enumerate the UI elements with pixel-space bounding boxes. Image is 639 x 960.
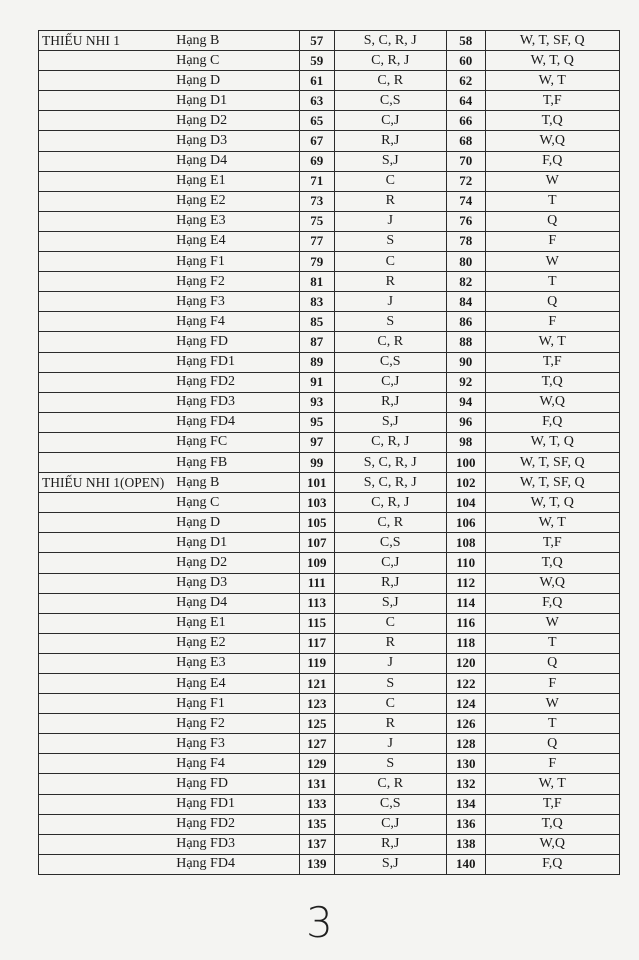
table-row [39, 734, 620, 754]
event-number-cell: 63 [299, 91, 334, 111]
table-row [39, 653, 620, 673]
event-number-cell: 95 [299, 412, 334, 432]
event-number-cell: 66 [446, 111, 485, 131]
dances-cell: W, T [485, 513, 619, 533]
dances-cell: C [334, 171, 446, 191]
dances-cell: Q [485, 653, 619, 673]
class-cell: Hạng E3 [164, 653, 299, 673]
event-number-cell: 61 [299, 71, 334, 91]
category-cell: THIẾU NHI 1(OPEN) [39, 473, 165, 493]
dances-cell: S [334, 231, 446, 251]
dances-cell: J [334, 292, 446, 312]
event-number-cell: 120 [446, 653, 485, 673]
event-number-cell: 101 [299, 473, 334, 493]
class-cell: Hạng FD1 [164, 352, 299, 372]
dances-cell: C,J [334, 111, 446, 131]
dances-cell: Q [485, 734, 619, 754]
event-number-cell: 126 [446, 714, 485, 734]
event-number-cell: 110 [446, 553, 485, 573]
event-number-cell: 79 [299, 252, 334, 272]
class-cell: Hạng D4 [164, 593, 299, 613]
class-cell: Hạng D4 [164, 151, 299, 171]
category-cell [39, 553, 165, 573]
event-number-cell: 116 [446, 613, 485, 633]
event-number-cell: 98 [446, 432, 485, 452]
dances-cell: W, T [485, 774, 619, 794]
dances-cell: W, T [485, 71, 619, 91]
event-number-cell: 123 [299, 694, 334, 714]
table-row [39, 312, 620, 332]
class-cell: Hạng F4 [164, 754, 299, 774]
dances-cell: W [485, 252, 619, 272]
category-cell [39, 91, 165, 111]
dances-cell: C,S [334, 533, 446, 553]
class-cell: Hạng D [164, 513, 299, 533]
category-cell [39, 51, 165, 71]
dances-cell: W, T, SF, Q [485, 452, 619, 472]
category-cell [39, 714, 165, 734]
event-number-cell: 68 [446, 131, 485, 151]
event-number-cell: 119 [299, 653, 334, 673]
event-number-cell: 103 [299, 493, 334, 513]
category-cell [39, 412, 165, 432]
dances-cell: S,J [334, 412, 446, 432]
dances-cell: W,Q [485, 131, 619, 151]
event-number-cell: 82 [446, 272, 485, 292]
class-cell: Hạng F3 [164, 292, 299, 312]
event-number-cell: 89 [299, 352, 334, 372]
dances-cell: W, T [485, 332, 619, 352]
dances-cell: S, C, R, J [334, 31, 446, 51]
event-number-cell: 130 [446, 754, 485, 774]
event-number-cell: 91 [299, 372, 334, 392]
event-number-cell: 78 [446, 231, 485, 251]
event-number-cell: 106 [446, 513, 485, 533]
event-number-cell: 118 [446, 633, 485, 653]
event-number-cell: 111 [299, 573, 334, 593]
class-cell: Hạng FD1 [164, 794, 299, 814]
class-cell: Hạng FD [164, 774, 299, 794]
dances-cell: C,S [334, 91, 446, 111]
table-row [39, 111, 620, 131]
dances-cell: C [334, 252, 446, 272]
dances-cell: C, R, J [334, 51, 446, 71]
class-cell: Hạng FD2 [164, 814, 299, 834]
table-row [39, 694, 620, 714]
table-row [39, 51, 620, 71]
table-row [39, 91, 620, 111]
category-cell [39, 352, 165, 372]
class-cell: Hạng D3 [164, 131, 299, 151]
dances-cell: S,J [334, 151, 446, 171]
event-number-cell: 76 [446, 211, 485, 231]
category-cell [39, 794, 165, 814]
dances-cell: S,J [334, 854, 446, 874]
dances-cell: T [485, 191, 619, 211]
class-cell: Hạng F2 [164, 272, 299, 292]
event-number-cell: 87 [299, 332, 334, 352]
dances-cell: F [485, 312, 619, 332]
category-cell [39, 292, 165, 312]
dances-cell: T,Q [485, 553, 619, 573]
dances-cell: S [334, 674, 446, 694]
dances-cell: F,Q [485, 854, 619, 874]
category-cell [39, 754, 165, 774]
table-row [39, 513, 620, 533]
event-number-cell: 108 [446, 533, 485, 553]
dances-cell: R,J [334, 573, 446, 593]
table-row [39, 633, 620, 653]
table-row [39, 131, 620, 151]
dances-cell: T,Q [485, 814, 619, 834]
event-number-cell: 58 [446, 31, 485, 51]
event-number-cell: 112 [446, 573, 485, 593]
category-cell [39, 633, 165, 653]
category-cell [39, 211, 165, 231]
dances-cell: W, T, SF, Q [485, 473, 619, 493]
class-cell: Hạng F2 [164, 714, 299, 734]
class-cell: Hạng F1 [164, 694, 299, 714]
category-cell [39, 432, 165, 452]
table-row [39, 392, 620, 412]
dances-cell: C,J [334, 553, 446, 573]
dances-cell: R,J [334, 834, 446, 854]
dances-cell: C,S [334, 794, 446, 814]
table-row [39, 774, 620, 794]
event-number-cell: 60 [446, 51, 485, 71]
dances-cell: C, R [334, 513, 446, 533]
dances-cell: C, R [334, 71, 446, 91]
schedule-table [38, 30, 620, 875]
dances-cell: J [334, 734, 446, 754]
dances-cell: T [485, 272, 619, 292]
dances-cell: F,Q [485, 412, 619, 432]
dances-cell: S [334, 312, 446, 332]
category-cell [39, 674, 165, 694]
event-number-cell: 135 [299, 814, 334, 834]
dances-cell: W [485, 171, 619, 191]
class-cell: Hạng E1 [164, 613, 299, 633]
dances-cell: Q [485, 292, 619, 312]
table-row [39, 674, 620, 694]
dances-cell: T,Q [485, 111, 619, 131]
class-cell: Hạng B [164, 473, 299, 493]
page-number: 3 [306, 898, 333, 947]
table-row [39, 834, 620, 854]
class-cell: Hạng F3 [164, 734, 299, 754]
dances-cell: C, R [334, 332, 446, 352]
event-number-cell: 138 [446, 834, 485, 854]
table-row [39, 473, 620, 493]
category-cell [39, 191, 165, 211]
dances-cell: R [334, 191, 446, 211]
event-number-cell: 134 [446, 794, 485, 814]
class-cell: Hạng FD [164, 332, 299, 352]
event-number-cell: 74 [446, 191, 485, 211]
class-cell: Hạng F1 [164, 252, 299, 272]
table-row [39, 352, 620, 372]
dances-cell: C,J [334, 814, 446, 834]
table-row [39, 533, 620, 553]
event-number-cell: 117 [299, 633, 334, 653]
dances-cell: T [485, 714, 619, 734]
category-cell [39, 252, 165, 272]
dances-cell: R,J [334, 392, 446, 412]
event-number-cell: 94 [446, 392, 485, 412]
event-number-cell: 92 [446, 372, 485, 392]
event-number-cell: 128 [446, 734, 485, 754]
dances-cell: T,F [485, 352, 619, 372]
event-number-cell: 64 [446, 91, 485, 111]
dances-cell: W, T, Q [485, 493, 619, 513]
class-cell: Hạng E2 [164, 633, 299, 653]
event-number-cell: 90 [446, 352, 485, 372]
event-number-cell: 115 [299, 613, 334, 633]
table-row [39, 432, 620, 452]
event-number-cell: 84 [446, 292, 485, 312]
dances-cell: C, R [334, 774, 446, 794]
table-row [39, 553, 620, 573]
dances-cell: R [334, 272, 446, 292]
class-cell: Hạng D2 [164, 553, 299, 573]
event-number-cell: 77 [299, 231, 334, 251]
table-row [39, 613, 620, 633]
dances-cell: S [334, 754, 446, 774]
table-row [39, 332, 620, 352]
event-number-cell: 113 [299, 593, 334, 613]
dances-cell: R,J [334, 131, 446, 151]
event-number-cell: 102 [446, 473, 485, 493]
event-number-cell: 129 [299, 754, 334, 774]
dances-cell: C,S [334, 352, 446, 372]
category-cell [39, 452, 165, 472]
class-cell: Hạng FD2 [164, 372, 299, 392]
table-row [39, 71, 620, 91]
event-number-cell: 93 [299, 392, 334, 412]
category-cell [39, 694, 165, 714]
class-cell: Hạng D1 [164, 533, 299, 553]
dances-cell: Q [485, 211, 619, 231]
event-number-cell: 80 [446, 252, 485, 272]
table-row [39, 754, 620, 774]
event-number-cell: 71 [299, 171, 334, 191]
table-row [39, 272, 620, 292]
table-row [39, 714, 620, 734]
table-row [39, 191, 620, 211]
event-number-cell: 67 [299, 131, 334, 151]
event-number-cell: 99 [299, 452, 334, 472]
class-cell: Hạng D1 [164, 91, 299, 111]
category-cell [39, 613, 165, 633]
dances-cell: W,Q [485, 834, 619, 854]
class-cell: Hạng E1 [164, 171, 299, 191]
dances-cell: C,J [334, 372, 446, 392]
event-number-cell: 73 [299, 191, 334, 211]
class-cell: Hạng B [164, 31, 299, 51]
table-row [39, 854, 620, 874]
dances-cell: T,Q [485, 372, 619, 392]
dances-cell: C, R, J [334, 493, 446, 513]
category-cell [39, 332, 165, 352]
category-cell [39, 593, 165, 613]
category-cell [39, 834, 165, 854]
category-cell [39, 231, 165, 251]
class-cell: Hạng FD4 [164, 412, 299, 432]
event-number-cell: 137 [299, 834, 334, 854]
table-row [39, 151, 620, 171]
class-cell: Hạng FD3 [164, 392, 299, 412]
dances-cell: T,F [485, 533, 619, 553]
table-row [39, 593, 620, 613]
category-cell [39, 71, 165, 91]
event-number-cell: 104 [446, 493, 485, 513]
event-number-cell: 122 [446, 674, 485, 694]
class-cell: Hạng E3 [164, 211, 299, 231]
dances-cell: T [485, 633, 619, 653]
event-number-cell: 86 [446, 312, 485, 332]
event-number-cell: 75 [299, 211, 334, 231]
event-number-cell: 96 [446, 412, 485, 432]
class-cell: Hạng D2 [164, 111, 299, 131]
event-number-cell: 88 [446, 332, 485, 352]
event-number-cell: 72 [446, 171, 485, 191]
event-number-cell: 85 [299, 312, 334, 332]
event-number-cell: 131 [299, 774, 334, 794]
category-cell [39, 312, 165, 332]
category-cell [39, 814, 165, 834]
event-number-cell: 100 [446, 452, 485, 472]
event-number-cell: 97 [299, 432, 334, 452]
event-number-cell: 114 [446, 593, 485, 613]
class-cell: Hạng E2 [164, 191, 299, 211]
category-cell [39, 513, 165, 533]
event-number-cell: 139 [299, 854, 334, 874]
event-number-cell: 124 [446, 694, 485, 714]
dances-cell: F [485, 674, 619, 694]
dances-cell: R [334, 633, 446, 653]
event-number-cell: 136 [446, 814, 485, 834]
class-cell: Hạng D [164, 71, 299, 91]
dances-cell: R [334, 714, 446, 734]
class-cell: Hạng FD3 [164, 834, 299, 854]
event-number-cell: 127 [299, 734, 334, 754]
dances-cell: W, T, Q [485, 51, 619, 71]
category-cell [39, 151, 165, 171]
category-cell [39, 272, 165, 292]
class-cell: Hạng E4 [164, 674, 299, 694]
category-cell [39, 653, 165, 673]
category-cell [39, 372, 165, 392]
class-cell: Hạng FB [164, 452, 299, 472]
event-number-cell: 140 [446, 854, 485, 874]
class-cell: Hạng C [164, 51, 299, 71]
dances-cell: J [334, 211, 446, 231]
dances-cell: C [334, 694, 446, 714]
dances-cell: T,F [485, 794, 619, 814]
schedule-table-body [39, 31, 620, 875]
category-cell [39, 392, 165, 412]
table-row [39, 573, 620, 593]
event-number-cell: 109 [299, 553, 334, 573]
event-number-cell: 59 [299, 51, 334, 71]
category-cell [39, 111, 165, 131]
event-number-cell: 107 [299, 533, 334, 553]
dances-cell: F,Q [485, 593, 619, 613]
category-cell [39, 533, 165, 553]
dances-cell: C, R, J [334, 432, 446, 452]
dances-cell: S,J [334, 593, 446, 613]
table-row [39, 814, 620, 834]
table-row [39, 292, 620, 312]
category-cell [39, 854, 165, 874]
dances-cell: W [485, 613, 619, 633]
class-cell: Hạng FC [164, 432, 299, 452]
category-cell [39, 774, 165, 794]
event-number-cell: 81 [299, 272, 334, 292]
table-row [39, 231, 620, 251]
table-row [39, 252, 620, 272]
event-number-cell: 121 [299, 674, 334, 694]
class-cell: Hạng FD4 [164, 854, 299, 874]
dances-cell: F [485, 231, 619, 251]
class-cell: Hạng C [164, 493, 299, 513]
category-cell [39, 131, 165, 151]
event-number-cell: 125 [299, 714, 334, 734]
table-row [39, 493, 620, 513]
class-cell: Hạng D3 [164, 573, 299, 593]
dances-cell: W,Q [485, 573, 619, 593]
table-row [39, 452, 620, 472]
category-cell: THIẾU NHI 1 [39, 31, 165, 51]
event-number-cell: 132 [446, 774, 485, 794]
category-cell [39, 171, 165, 191]
category-cell [39, 493, 165, 513]
category-cell [39, 734, 165, 754]
category-cell [39, 573, 165, 593]
event-number-cell: 133 [299, 794, 334, 814]
dances-cell: F [485, 754, 619, 774]
dances-cell: W, T, SF, Q [485, 31, 619, 51]
table-row [39, 211, 620, 231]
dances-cell: C [334, 613, 446, 633]
table-row [39, 794, 620, 814]
dances-cell: W [485, 694, 619, 714]
dances-cell: S, C, R, J [334, 452, 446, 472]
dances-cell: W, T, Q [485, 432, 619, 452]
class-cell: Hạng E4 [164, 231, 299, 251]
event-number-cell: 83 [299, 292, 334, 312]
event-number-cell: 62 [446, 71, 485, 91]
table-row [39, 372, 620, 392]
table-row [39, 412, 620, 432]
table-row [39, 31, 620, 51]
event-number-cell: 69 [299, 151, 334, 171]
event-number-cell: 57 [299, 31, 334, 51]
dances-cell: S, C, R, J [334, 473, 446, 493]
dances-cell: T,F [485, 91, 619, 111]
event-number-cell: 70 [446, 151, 485, 171]
event-number-cell: 65 [299, 111, 334, 131]
class-cell: Hạng F4 [164, 312, 299, 332]
dances-cell: J [334, 653, 446, 673]
table-row [39, 171, 620, 191]
event-number-cell: 105 [299, 513, 334, 533]
dances-cell: W,Q [485, 392, 619, 412]
dances-cell: F,Q [485, 151, 619, 171]
